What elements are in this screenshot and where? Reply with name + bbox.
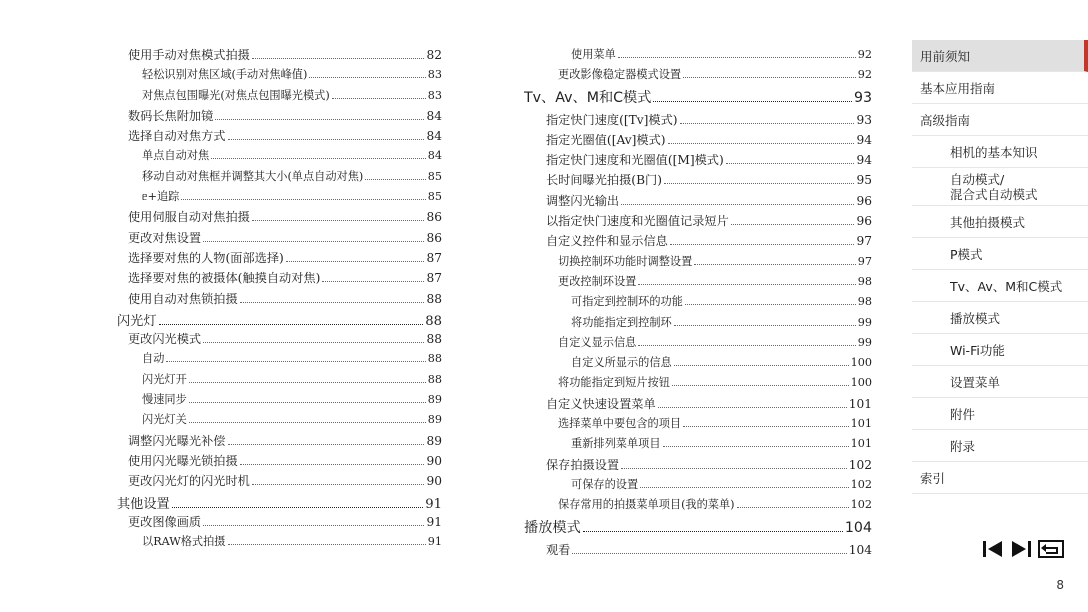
sidebar-item-label: 自动模式/ 混合式自动模式 bbox=[950, 171, 1038, 202]
sidebar-item-label: 播放模式 bbox=[950, 310, 1001, 326]
toc-entry[interactable] bbox=[114, 229, 442, 249]
dot-leader bbox=[583, 531, 843, 532]
toc-entry-title: 使用手动对焦模式拍摄 bbox=[128, 48, 250, 62]
toc-entry-title: 播放模式 bbox=[524, 519, 581, 536]
toc-entry[interactable] bbox=[114, 411, 442, 431]
dot-leader bbox=[332, 98, 426, 99]
toc-page-number: 86 bbox=[426, 230, 442, 245]
toc-entry[interactable] bbox=[524, 151, 872, 171]
sidebar-item[interactable] bbox=[912, 104, 1088, 136]
sidebar-nav bbox=[912, 40, 1088, 494]
toc-entry-title: 单点自动对焦 bbox=[142, 149, 210, 163]
dot-leader bbox=[653, 101, 852, 102]
toc-entry-title: 移动自动对焦框并调整其大小(单点自动对焦) bbox=[142, 169, 364, 183]
toc-entry-title: Tv、Av、M和C模式 bbox=[524, 89, 652, 106]
toc-middle-column bbox=[524, 46, 872, 561]
toc-entry-title: ᥱ+追踪 bbox=[142, 190, 180, 204]
toc-entry-title: 将功能指定到控制环 bbox=[571, 315, 672, 329]
toc-entry[interactable] bbox=[524, 476, 872, 496]
toc-entry-title: 闪光灯 bbox=[117, 313, 157, 329]
toc-page-number: 87 bbox=[426, 271, 442, 286]
toc-entry[interactable] bbox=[114, 168, 442, 188]
dot-leader bbox=[731, 224, 855, 225]
dot-leader bbox=[726, 163, 855, 164]
dot-leader bbox=[685, 304, 856, 305]
sidebar-item[interactable] bbox=[912, 398, 1088, 430]
toc-entry-title: 以指定快门速度和光圈值记录短片 bbox=[546, 214, 729, 229]
toc-page-number: 88 bbox=[427, 352, 442, 366]
toc-page-number: 88 bbox=[426, 291, 442, 306]
toc-entry[interactable] bbox=[114, 350, 442, 370]
toc-entry[interactable] bbox=[524, 541, 872, 561]
dot-leader bbox=[203, 241, 424, 242]
toc-entry-title: 切换控制环功能时调整设置 bbox=[558, 254, 693, 268]
toc-entry[interactable] bbox=[114, 147, 442, 167]
toc-entry-title: 指定快门速度和光圈值([M]模式) bbox=[546, 153, 724, 168]
toc-entry[interactable] bbox=[524, 314, 872, 334]
toc-page-number: 97 bbox=[856, 234, 872, 249]
dot-leader bbox=[322, 281, 424, 282]
dot-leader bbox=[668, 143, 855, 144]
dot-leader bbox=[240, 302, 425, 303]
toc-page-number: 101 bbox=[850, 417, 872, 431]
dot-leader bbox=[621, 468, 847, 469]
toc-entry-title: 更改图像画质 bbox=[128, 514, 202, 529]
toc-entry-title: 其他设置 bbox=[117, 496, 170, 512]
toc-entry-title: 数码长焦附加镜 bbox=[128, 108, 214, 123]
toc-page-number: 85 bbox=[427, 169, 442, 183]
toc-entry[interactable] bbox=[524, 131, 872, 151]
dot-leader bbox=[203, 342, 424, 343]
toc-entry[interactable] bbox=[114, 269, 442, 289]
toc-entry[interactable] bbox=[524, 212, 872, 232]
sidebar-item[interactable] bbox=[912, 168, 1088, 206]
toc-entry[interactable] bbox=[114, 46, 442, 66]
toc-page-number: 99 bbox=[857, 315, 872, 329]
toc-entry-title: 更改控制环设置 bbox=[558, 274, 637, 288]
toc-chapter-entry[interactable] bbox=[524, 517, 872, 541]
sidebar-item-label: P模式 bbox=[950, 246, 983, 262]
toc-page-number: 84 bbox=[426, 108, 442, 123]
toc-page-number: 91 bbox=[426, 514, 442, 529]
prev-page-icon[interactable] bbox=[982, 538, 1004, 560]
toc-page-number: 89 bbox=[426, 433, 442, 448]
toc-entry[interactable] bbox=[114, 432, 442, 452]
page-number: 8 bbox=[1056, 578, 1064, 592]
dot-leader bbox=[683, 426, 849, 427]
dot-leader bbox=[189, 402, 426, 403]
toc-entry[interactable] bbox=[114, 87, 442, 107]
toc-entry-title: 慢速同步 bbox=[142, 393, 187, 407]
toc-page-number: 89 bbox=[427, 393, 442, 407]
sidebar-item[interactable] bbox=[912, 366, 1088, 398]
toc-entry-title: 闪光灯开 bbox=[142, 372, 187, 386]
toc-entry[interactable] bbox=[524, 415, 872, 435]
toc-page-number: 85 bbox=[427, 190, 442, 204]
toc-entry-title: 自定义显示信息 bbox=[558, 335, 637, 349]
dot-leader bbox=[670, 244, 855, 245]
toc-page-number: 83 bbox=[427, 88, 442, 102]
toc-page-number: 102 bbox=[850, 477, 872, 491]
toc-entry-title: 选择自动对焦方式 bbox=[128, 129, 226, 144]
toc-entry[interactable] bbox=[524, 46, 872, 66]
dot-leader bbox=[365, 179, 425, 180]
toc-entry-title: 使用菜单 bbox=[571, 48, 616, 61]
toc-entry-title: 观看 bbox=[546, 542, 571, 557]
sidebar-item[interactable] bbox=[912, 238, 1088, 270]
sidebar-item[interactable] bbox=[912, 40, 1088, 72]
sidebar-item[interactable] bbox=[912, 462, 1088, 494]
sidebar-item-label: 设置菜单 bbox=[950, 374, 1001, 390]
toc-entry-title: 更改影像稳定器模式设置 bbox=[558, 68, 682, 82]
toc-entry[interactable] bbox=[524, 354, 872, 374]
dot-leader bbox=[159, 324, 424, 325]
toc-entry-title: 使用伺服自动对焦拍摄 bbox=[128, 210, 250, 225]
toc-entry[interactable] bbox=[524, 496, 872, 516]
toc-page-number: 92 bbox=[857, 48, 872, 61]
toc-entry-title: 调整闪光输出 bbox=[546, 193, 620, 208]
toc-entry[interactable] bbox=[114, 208, 442, 228]
toc-entry-title: 保存常用的拍摄菜单项目(我的菜单) bbox=[558, 498, 735, 512]
toc-entry[interactable] bbox=[114, 533, 442, 553]
toc-page-number: 90 bbox=[426, 453, 442, 468]
toc-entry-title: 自动 bbox=[142, 352, 165, 366]
toc-entry-title: 自定义快速设置菜单 bbox=[546, 396, 656, 411]
sidebar-item[interactable] bbox=[912, 430, 1088, 462]
toc-entry-title: 调整闪光曝光补偿 bbox=[128, 433, 226, 448]
dot-leader bbox=[228, 544, 426, 545]
toc-entry-title: 使用自动对焦锁拍摄 bbox=[128, 291, 238, 306]
sidebar-item[interactable] bbox=[912, 270, 1088, 302]
toc-entry[interactable] bbox=[524, 111, 872, 131]
dot-leader bbox=[215, 119, 424, 120]
toc-page-number: 101 bbox=[848, 396, 872, 411]
toc-page-number: 98 bbox=[857, 295, 872, 309]
return-icon[interactable] bbox=[1038, 538, 1060, 560]
toc-entry[interactable] bbox=[524, 66, 872, 86]
toc-page-number: 82 bbox=[426, 48, 442, 62]
toc-page-number: 91 bbox=[425, 496, 442, 512]
toc-entry-title: 选择要对焦的人物(面部选择) bbox=[128, 250, 284, 265]
dot-leader bbox=[674, 325, 856, 326]
dot-leader bbox=[683, 77, 856, 78]
sidebar-item[interactable] bbox=[912, 334, 1088, 366]
dot-leader bbox=[181, 199, 425, 200]
toc-page-number: 92 bbox=[857, 68, 872, 82]
toc-entry[interactable] bbox=[114, 66, 442, 86]
toc-entry[interactable] bbox=[114, 513, 442, 533]
dot-leader bbox=[638, 284, 855, 285]
dot-leader bbox=[694, 264, 855, 265]
dot-leader bbox=[638, 345, 855, 346]
toc-page-number: 93 bbox=[853, 89, 872, 106]
toc-entry-title: 自定义所显示的信息 bbox=[571, 356, 672, 370]
toc-left-column bbox=[114, 46, 442, 553]
toc-entry[interactable] bbox=[524, 293, 872, 313]
toc-entry[interactable] bbox=[524, 273, 872, 293]
toc-entry[interactable] bbox=[114, 107, 442, 127]
toc-page-number: 94 bbox=[856, 153, 872, 168]
toc-entry-title: 可保存的设置 bbox=[571, 477, 639, 491]
sidebar-item[interactable] bbox=[912, 302, 1088, 334]
sidebar-item-label: Tv、Av、M和C模式 bbox=[950, 278, 1063, 294]
toc-entry[interactable] bbox=[524, 435, 872, 455]
toc-entry-title: 轻松识别对焦区域(手动对焦峰值) bbox=[142, 68, 308, 82]
toc-section-entry[interactable] bbox=[114, 493, 442, 513]
sidebar-item-label: 索引 bbox=[920, 470, 946, 486]
toc-page-number: 101 bbox=[850, 437, 872, 451]
toc-page-number: 100 bbox=[850, 356, 872, 370]
toc-entry[interactable] bbox=[114, 290, 442, 310]
dot-leader bbox=[189, 382, 426, 383]
toc-page-number: 84 bbox=[426, 129, 442, 144]
sidebar-item[interactable] bbox=[912, 206, 1088, 238]
toc-page-number: 88 bbox=[426, 332, 442, 347]
toc-page-number: 96 bbox=[856, 193, 872, 208]
toc-page-number: 86 bbox=[426, 210, 442, 225]
dot-leader bbox=[228, 139, 425, 140]
dot-leader bbox=[166, 361, 425, 362]
toc-entry[interactable] bbox=[524, 374, 872, 394]
page-nav bbox=[982, 538, 1060, 560]
toc-entry[interactable] bbox=[114, 452, 442, 472]
dot-leader bbox=[664, 183, 855, 184]
toc-page-number: 91 bbox=[427, 535, 442, 549]
toc-entry[interactable] bbox=[524, 253, 872, 273]
toc-page-number: 96 bbox=[856, 214, 872, 229]
toc-entry[interactable] bbox=[524, 456, 872, 476]
dot-leader bbox=[286, 261, 425, 262]
sidebar-item[interactable] bbox=[912, 72, 1088, 104]
toc-entry-title: 指定快门速度([Tv]模式) bbox=[546, 112, 678, 127]
next-page-icon[interactable] bbox=[1010, 538, 1032, 560]
toc-entry[interactable] bbox=[524, 192, 872, 212]
dot-leader bbox=[172, 507, 423, 508]
toc-entry-title: 更改对焦设置 bbox=[128, 230, 202, 245]
sidebar-item-label: Wi-Fi功能 bbox=[950, 342, 1005, 358]
dot-leader bbox=[309, 77, 425, 78]
dot-leader bbox=[240, 464, 425, 465]
toc-entry-title: 可指定到控制环的功能 bbox=[571, 295, 683, 309]
toc-page-number: 104 bbox=[848, 542, 872, 557]
toc-page-number: 83 bbox=[427, 68, 442, 82]
sidebar-item-label: 高级指南 bbox=[920, 112, 971, 128]
toc-entry[interactable] bbox=[524, 232, 872, 252]
toc-entry[interactable] bbox=[114, 472, 442, 492]
dot-leader bbox=[663, 446, 849, 447]
dot-leader bbox=[252, 58, 425, 59]
dot-leader bbox=[658, 407, 847, 408]
dot-leader bbox=[252, 220, 425, 221]
toc-chapter-entry[interactable] bbox=[524, 87, 872, 111]
toc-page-number: 88 bbox=[427, 372, 442, 386]
sidebar-item-label: 用前须知 bbox=[920, 48, 971, 64]
toc-page-number: 87 bbox=[426, 250, 442, 265]
toc-page-number: 89 bbox=[427, 413, 442, 427]
toc-page-number: 102 bbox=[850, 498, 872, 512]
toc-page-number: 104 bbox=[844, 519, 872, 536]
sidebar-item-label: 附录 bbox=[950, 438, 976, 454]
toc-entry[interactable] bbox=[524, 334, 872, 354]
toc-entry[interactable] bbox=[524, 395, 872, 415]
dot-leader bbox=[211, 158, 426, 159]
dot-leader bbox=[672, 385, 849, 386]
dot-leader bbox=[203, 525, 424, 526]
toc-page-number: 93 bbox=[856, 112, 872, 127]
toc-page-number: 95 bbox=[856, 173, 872, 188]
dot-leader bbox=[618, 57, 856, 58]
toc-entry-title: 指定光圈值([Av]模式) bbox=[546, 132, 666, 147]
toc-entry-title: 长时间曝光拍摄(B门) bbox=[546, 173, 662, 188]
dot-leader bbox=[572, 553, 846, 554]
dot-leader bbox=[621, 204, 854, 205]
dot-leader bbox=[228, 444, 425, 445]
dot-leader bbox=[674, 365, 849, 366]
toc-entry[interactable] bbox=[114, 330, 442, 350]
toc-entry-title: 重新排列菜单项目 bbox=[571, 437, 661, 451]
toc-entry-title: 保存拍摄设置 bbox=[546, 457, 620, 472]
dot-leader bbox=[189, 422, 426, 423]
toc-page-number: 102 bbox=[848, 457, 872, 472]
toc-page-number: 88 bbox=[425, 313, 442, 329]
toc-entry-title: 自定义控件和显示信息 bbox=[546, 234, 668, 249]
sidebar-item-label: 其他拍摄模式 bbox=[950, 214, 1026, 230]
dot-leader bbox=[252, 484, 425, 485]
toc-page-number: 90 bbox=[426, 474, 442, 489]
toc-entry-title: 使用闪光曝光锁拍摄 bbox=[128, 453, 238, 468]
toc-entry-title: 选择菜单中要包含的项目 bbox=[558, 417, 682, 431]
toc-page-number: 97 bbox=[857, 254, 872, 268]
dot-leader bbox=[737, 507, 849, 508]
toc-entry-title: 选择要对焦的被摄体(触摸自动对焦) bbox=[128, 271, 321, 286]
toc-entry-title: 将功能指定到短片按钮 bbox=[558, 376, 670, 390]
toc-entry-title: 更改闪光模式 bbox=[128, 332, 202, 347]
sidebar-item-label: 基本应用指南 bbox=[920, 80, 996, 96]
sidebar-item-label: 相机的基本知识 bbox=[950, 144, 1038, 160]
toc-entry-title: 以RAW格式拍摄 bbox=[142, 535, 226, 549]
toc-entry[interactable] bbox=[114, 188, 442, 208]
toc-entry[interactable] bbox=[114, 127, 442, 147]
toc-section-entry[interactable] bbox=[114, 310, 442, 330]
sidebar-item[interactable] bbox=[912, 136, 1088, 168]
toc-entry[interactable] bbox=[114, 391, 442, 411]
toc-entry-title: 闪光灯关 bbox=[142, 413, 187, 427]
toc-entry[interactable] bbox=[524, 171, 872, 191]
toc-entry-title: 更改闪光灯的闪光时机 bbox=[128, 474, 250, 489]
toc-entry[interactable] bbox=[114, 249, 442, 269]
dot-leader bbox=[680, 123, 855, 124]
toc-page-number: 99 bbox=[857, 335, 872, 349]
toc-entry-title: 对焦点包围曝光(对焦点包围曝光模式) bbox=[142, 88, 330, 102]
sidebar-item-label: 附件 bbox=[950, 406, 976, 422]
toc-page-number: 98 bbox=[857, 274, 872, 288]
toc-page-number: 94 bbox=[856, 132, 872, 147]
toc-page-number: 84 bbox=[427, 149, 442, 163]
toc-page-number: 100 bbox=[850, 376, 872, 390]
dot-leader bbox=[640, 487, 849, 488]
toc-entry[interactable] bbox=[114, 371, 442, 391]
